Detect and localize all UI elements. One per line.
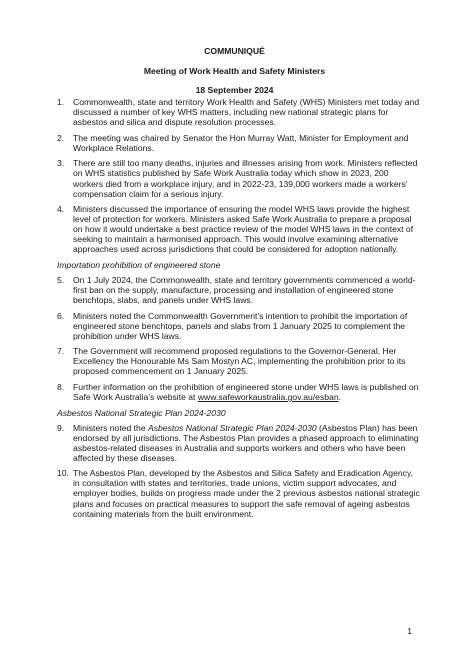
document-header <box>0 46 469 105</box>
item-text-post: (Asbestos Plan) has been endorsed by all jurisdictions. The Asbestos Plan provides a phased approach to eliminating asbestos-related diseases in Australia and supports workers and others who have been affected by these diseases. <box>73 422 419 463</box>
list-item-8 <box>57 382 420 402</box>
list-item-5 <box>57 275 420 305</box>
item-text: The Government will recommend proposed regulations to the Governor-General, Her Excellency the Honourable Ms Sam Mostyn AC, implementing the prohibition prior to its proposed commencement on 1 January 2025. <box>73 346 406 377</box>
meeting-title: Meeting of Work Health and Safety Ministers <box>143 65 326 76</box>
list-item-7 <box>57 346 420 376</box>
item-text: Ministers noted the Commonwealth Government’s intention to prohibit the importation of engineered stone benchtops, panels and slabs from 1 January 2025 to complement the prohibition under WHS laws. <box>73 310 408 341</box>
item-text: There are still too many deaths, injuries and illnesses arising from work. Ministers reflected on WHS statistics published by Safe Work Australia today which show in 2023, 200 workers died from a workplace injury, and in 2022-23, 139,000 workers made a workers’ compensation claim for a serious injury. <box>73 158 418 199</box>
list-item-3 <box>57 158 420 198</box>
section-heading-engineered-stone: Importation prohibition of engineered stone <box>57 260 221 271</box>
item-text <box>73 423 420 463</box>
document-body <box>57 97 420 524</box>
item-number: 2. <box>57 132 65 143</box>
meeting-date: 18 September 2024 <box>195 85 274 95</box>
item-text: The Asbestos Plan, developed by the Asbestos and Silica Safety and Eradication Agency, in consultation with states and territories, trade unions, victim support advocates, and employer bodies, builds on progress made under the 2 previous asbestos national strategic plans and focuses on practical measures to support the safe removal of ageing asbestos containing materials from the built environment. <box>73 468 420 519</box>
list-item-9 <box>57 423 420 463</box>
item-number: 7. <box>57 346 65 357</box>
list-item-6 <box>57 311 420 341</box>
list-item-1 <box>57 97 420 127</box>
item-number: 3. <box>57 158 65 169</box>
item-text <box>73 382 420 402</box>
item-number: 8. <box>57 382 65 393</box>
item-text-main: Further information on the prohibition of engineered stone under WHS laws is published on Safe Work Australia’s website at <box>73 382 419 403</box>
item-text: Commonwealth, state and territory Work Health and Safety (WHS) Ministers met today and discussed a number of key WHS matters, including new national strategic plans for asbestos and silica and dispute resolution processes. <box>73 97 420 128</box>
list-item-2 <box>57 133 420 153</box>
list-item-10 <box>57 468 420 518</box>
item-number: 4. <box>57 204 65 215</box>
section-heading-asbestos: Asbestos National Strategic Plan 2024-2030 <box>57 407 226 418</box>
page-number: 1 <box>407 626 412 636</box>
esban-link[interactable]: www.safeworkaustralia.gov.au/esban <box>197 392 339 403</box>
item-number: 5. <box>57 274 65 285</box>
item-text-pre: Ministers noted the <box>73 422 148 433</box>
item-text-end: . <box>338 392 341 403</box>
item-number: 1. <box>57 97 65 107</box>
item-number: 9. <box>57 422 65 433</box>
plan-title: Asbestos National Strategic Plan 2024-2030 <box>148 422 317 433</box>
item-text: The meeting was chaired by Senator the Hon Murray Watt, Minister for Employment and Workplace Relations. <box>73 132 409 153</box>
item-number: 10. <box>57 468 69 479</box>
document-title: COMMUNIQUÉ <box>204 46 265 56</box>
item-text: Ministers discussed the importance of ensuring the model WHS laws provide the highest level of protection for workers. Ministers asked Safe Work Australia to prepare a proposal on how it would undertake a best practice review of the model WHS laws in the context of seeking to maintain a harmonised approach. This would involve examining alternative approaches used across jurisdictions that could be considered for adoption nationally. <box>73 204 414 255</box>
item-text: On 1 July 2024, the Commonwealth, state and territory governments commenced a world-first ban on the supply, manufacture, processing and installation of engineered stone benchtops, slabs, and panels under WHS laws. <box>73 274 416 305</box>
list-item-4 <box>57 204 420 254</box>
item-number: 6. <box>57 310 65 321</box>
